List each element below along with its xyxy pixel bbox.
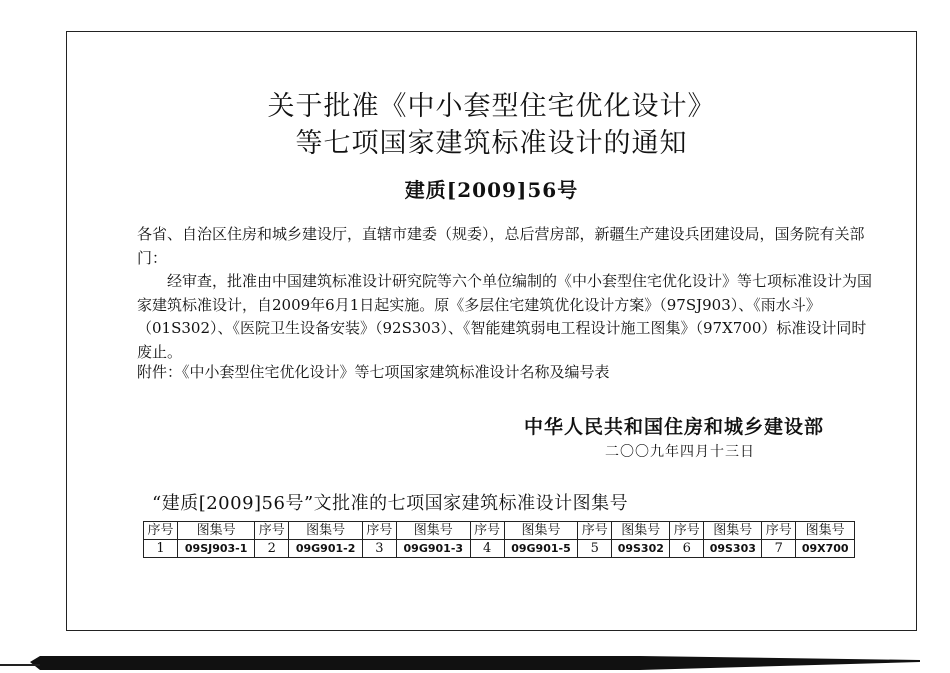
notice-paragraph: 经审查，批准由中国建筑标准设计研究院等六个单位编制的《中小套型住宅优化设计》等七项标准设计为国家建筑标准设计，自2009年6月1日起实施。原《多层住宅建筑优化设计方案》（97SJ903）、《雨水斗》（01S302）、《医院卫生设备安装》（92S303）、《智能建筑弱电工程设计施工图集》（97X700）标准设计同时废止。 [137, 272, 873, 361]
header-code-2: 图集号 [289, 522, 363, 540]
atlas-number-table [143, 521, 855, 558]
code-cell-5: 09S302 [612, 540, 670, 558]
seq-cell-3: 3 [362, 540, 396, 558]
header-code-4: 图集号 [504, 522, 578, 540]
seq-cell-2: 2 [255, 540, 289, 558]
header-code-7: 图集号 [796, 522, 855, 540]
seq-cell-1: 1 [144, 540, 178, 558]
header-code-6: 图集号 [704, 522, 762, 540]
code-cell-3: 09G901-3 [397, 540, 471, 558]
atlas-table-title: “建质[2009]56号”文批准的七项国家建筑标准设计图集号 [152, 493, 629, 514]
notice-title-line1: 关于批准《中小套型住宅优化设计》 [267, 91, 716, 122]
seq-cell-4: 4 [470, 540, 504, 558]
recipients-text: 各省、自治区住房和城乡建设厅，直辖市建委（规委），总后营房部，新疆生产建设兵团建设局，国务院有关部门： [137, 225, 865, 267]
header-code-5: 图集号 [612, 522, 670, 540]
code-cell-7: 09X700 [796, 540, 855, 558]
code-cell-2: 09G901-2 [289, 540, 363, 558]
atlas-header-row [144, 522, 855, 540]
header-seq-6: 序号 [670, 522, 704, 540]
header-seq-4: 序号 [470, 522, 504, 540]
header-seq-3: 序号 [362, 522, 396, 540]
code-cell-4: 09G901-5 [504, 540, 578, 558]
notice-title-line2: 等七项国家建筑标准设计的通知 [295, 128, 688, 159]
seq-cell-7: 7 [762, 540, 796, 558]
header-seq-1: 序号 [144, 522, 178, 540]
issue-date: 二〇〇九年四月十三日 [605, 444, 755, 460]
scan-edge-mark [0, 652, 950, 673]
document-number: 建质[2009]56号 [404, 178, 579, 202]
issuing-authority: 中华人民共和国住房和城乡建设部 [524, 416, 825, 438]
header-seq-2: 序号 [255, 522, 289, 540]
header-seq-5: 序号 [578, 522, 612, 540]
header-code-3: 图集号 [397, 522, 471, 540]
attachment-line: 附件：《中小套型住宅优化设计》等七项国家建筑标准设计名称及编号表 [137, 363, 610, 381]
header-code-1: 图集号 [178, 522, 255, 540]
atlas-value-row [144, 540, 855, 558]
seq-cell-6: 6 [670, 540, 704, 558]
seq-cell-5: 5 [578, 540, 612, 558]
header-seq-7: 序号 [762, 522, 796, 540]
code-cell-1: 09SJ903-1 [178, 540, 255, 558]
code-cell-6: 09S303 [704, 540, 762, 558]
